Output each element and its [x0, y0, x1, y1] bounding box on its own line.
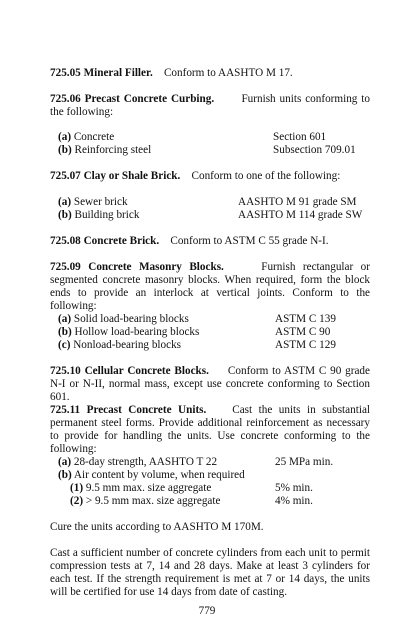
list-item: (a) Sewer brick: [58, 196, 128, 208]
page-number: 779: [198, 605, 216, 617]
list-item-value: 4% min.: [275, 495, 313, 507]
section-725-05: [50, 67, 370, 80]
list-item-value: ASTM C 90: [275, 326, 331, 338]
section-725-11: [50, 404, 370, 456]
section-725-09: [50, 261, 370, 313]
section-725-07: [50, 170, 370, 183]
section-text: Conform to one of the following:: [191, 170, 341, 182]
list-item-value: Section 601: [273, 131, 327, 143]
list-item-value: AASHTO M 114 grade SW: [238, 209, 363, 221]
list-item-value: Subsection 709.01: [273, 144, 356, 156]
list-item: (b) Air content by volume, when required: [58, 469, 245, 481]
list-subitem: (2) > 9.5 mm max. size aggregate: [70, 495, 221, 507]
section-heading: 725.06 Precast Concrete Curbing.: [50, 93, 215, 105]
section-heading: 725.05 Mineral Filler.: [50, 67, 153, 79]
list-item-value: 5% min.: [275, 482, 313, 494]
list-item: (a) 28-day strength, AASHTO T 22: [58, 456, 218, 468]
section-text: Conform to ASTM C 55 grade N-I.: [170, 235, 329, 247]
list-item-value: ASTM C 129: [275, 339, 336, 351]
list-subitem: (1) 9.5 mm max. size aggregate: [70, 482, 212, 494]
section-725-10: [50, 365, 370, 404]
list-item: (b) Building brick: [58, 209, 140, 221]
list-item: (c) Nonload-bearing blocks: [58, 339, 182, 351]
section-heading: 725.09 Concrete Masonry Blocks.: [50, 261, 224, 273]
section-heading: 725.07 Clay or Shale Brick.: [50, 170, 181, 182]
cure-paragraph: Cure the units according to AASHTO M 170M.: [50, 521, 264, 533]
section-text: Furnish units conforming to the following:: [50, 93, 370, 118]
list-item-value: ASTM C 139: [275, 313, 336, 325]
list-item-value: AASHTO M 91 grade SM: [238, 196, 357, 208]
list-item-value: 25 MPa min.: [275, 456, 334, 468]
section-heading: 725.08 Concrete Brick.: [50, 235, 160, 247]
list-item: (b) Hollow load-bearing blocks: [58, 326, 200, 338]
section-725-08: [50, 235, 370, 248]
section-725-06: [50, 93, 370, 119]
section-text: Cast the units in substantial permanent steel forms. Provide additional reinforcement as necessary to provide for handling the units. Use concrete conforming to the following:: [50, 404, 371, 455]
section-heading: 725.10 Cellular Concrete Blocks.: [50, 365, 209, 377]
section-text: Furnish rectangular or segmented concrete masonry blocks. When required, form the block ends to provide an interlock at vertical joints. Conform to the following:: [50, 261, 371, 312]
section-text: Conform to AASHTO M 17.: [163, 67, 293, 79]
section-heading: 725.11 Precast Concrete Units.: [50, 404, 207, 416]
list-item: (b) Reinforcing steel: [58, 144, 152, 156]
list-item: (a) Solid load-bearing blocks: [58, 313, 189, 325]
cast-paragraph: Cast a sufficient number of concrete cylinders from each unit to permit compression tests at 7, 14 and 28 days. Make at least 3 cylinders for each test. If the strength requirement is met at 7 or 14 days, the units will be certified for use 14 days from date of casting.: [50, 547, 370, 598]
section-text: Conform to ASTM C 90 grade N-I or N-II, normal mass, except use concrete conforming to Section 601.: [50, 365, 370, 403]
list-item: (a) Concrete: [58, 131, 115, 143]
